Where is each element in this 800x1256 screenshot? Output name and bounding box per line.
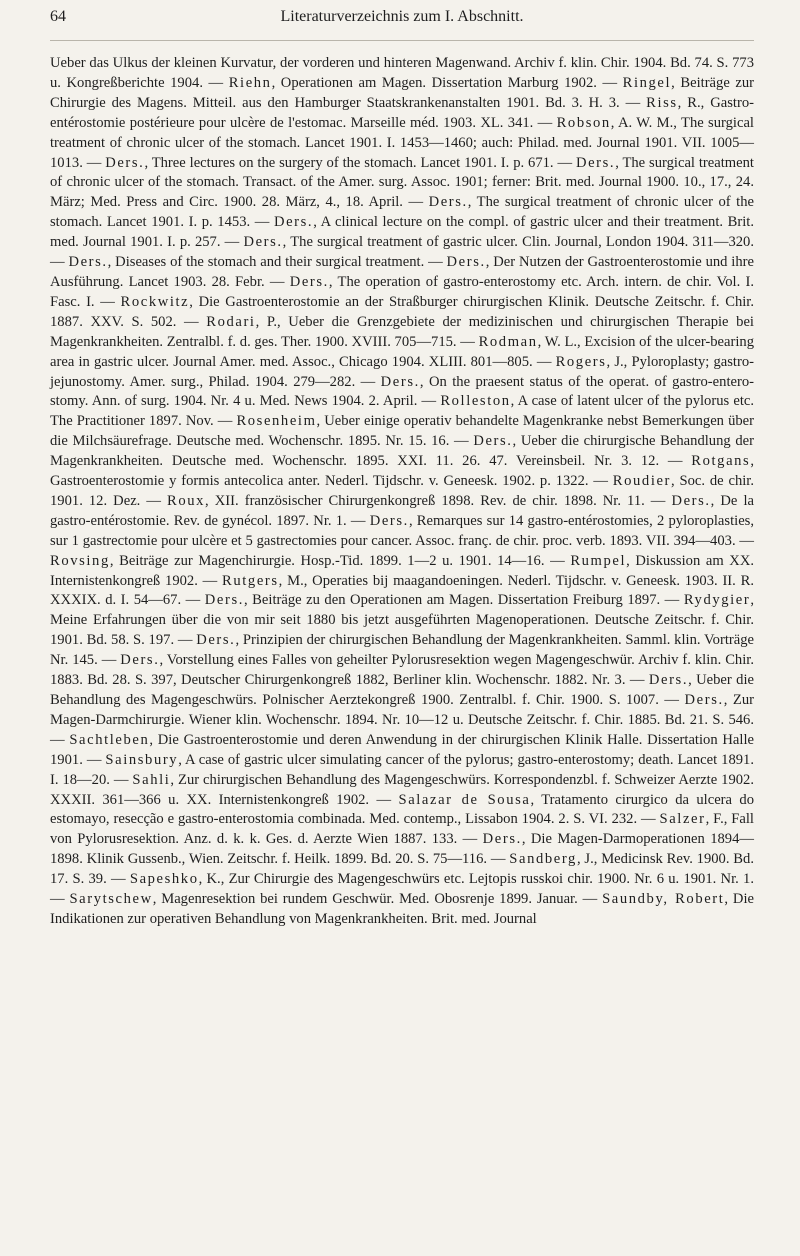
citation-text: , Zur chirurgischen Behandlung des Magengeschwürs. Korrespondenzbl. f. Schweizer Aerzte 1902. XXXII. 361—366 u. XX. Internistenkongreß 1902. — — [50, 771, 754, 808]
author-name: Sapeshko — [129, 871, 199, 888]
citation-text: , Beiträge zur Magenchirurgie. Hosp.-Tid. 1899. 1—2 u. 1901. 14—16. — — [109, 552, 571, 569]
citation-text: , K., Zur Chirurgie des Magengeschwürs etc. Lejtopis russkoi chir. 1900. Nr. 6 u. 1901. Nr. 1. — — [50, 871, 754, 908]
author-name: Rydygier — [683, 592, 751, 609]
citation-text: , Die Magen-Darmoperationen 1894—1898. Klinik Gussenb., Wien. Zeitschr. f. Heilk. 1899. Bd. 20. S. 75—116. — — [50, 831, 754, 868]
citation-text: , R., Gastro-entérostomie postérieure pour ulcère de l'estomac. Marseille méd. 1903. XL. 341. — — [50, 94, 754, 131]
citation-text: , M., Operaties bij maagandoeningen. Nederl. Tijdschr. v. Geneesk. 1903. II. R. XXXIX. d. I. 54—67. — — [50, 572, 754, 609]
author-name: Ders. — [446, 254, 486, 271]
author-name: Rutgers — [222, 572, 279, 589]
citation-text: , The surgical treatment of chronic ulcer of the stomach. Transact. of the Amer. surg. Assoc. 1901; ferner: Brit. med. Journal 1900. 10., 17., 24. März; Med. Press and Circ. 1900. 28. März, 4., 18. April. — — [50, 154, 754, 211]
citation-text: , Beiträge zur Chirurgie des Magens. Mitteil. aus den Hamburger Staatskrankenanstalten 1901. Bd. 3. H. 3. — — [50, 74, 755, 111]
running-head — [50, 0, 754, 41]
author-name: Rolleston — [440, 393, 511, 410]
citation-text: , F., Fall von Pylorusresektion. Anz. d. k. k. Ges. d. Aerzte Wien 1887. 133. — — [50, 811, 754, 848]
author-name: Sainsbury — [105, 751, 179, 768]
author-name: Riehn — [228, 74, 272, 91]
author-name: Ders. — [105, 154, 145, 171]
citation-text: , Vorstellung eines Falles von geheilter Pylorusresektion wegen Magengeschwür. Archiv f. klin. Chir. 1883. Bd. 28. S. 397, Deutscher Chirurgenkongreß 1882, Berliner klin. Wochenschr. 1882. Nr. 3. — — [50, 652, 754, 689]
citation-text: , Soc. de chir. 1901. 12. Dez. — — [50, 473, 754, 509]
citation-text: , Operationen am Magen. Dissertation Marburg 1902. — — [271, 74, 623, 91]
author-name: Salzer — [659, 811, 706, 828]
citation-text: , Three lectures on the surgery of the stomach. Lancet 1901. I. p. 671. — — [144, 154, 576, 171]
citation-text: , Prinzipien der chirurgischen Behandlung der Magenkrankheiten. Samml. klin. Vorträge Nr. 145. — — [50, 632, 754, 669]
author-name: Ders. — [482, 831, 522, 848]
bibliography-paragraph — [50, 54, 754, 930]
citation-text: , A clinical lecture on the compl. of gastric ulcer and their treatment. Brit. med. Journal 1901. I. p. 257. — — [50, 214, 755, 251]
author-name: Rogers — [555, 353, 607, 370]
citation-text: , A case of gastric ulcer simulating cancer of the pylorus; gastro-enterostomy; death. Lancet 1891. I. 18—20. — — [50, 751, 754, 788]
author-name: Sachtleben — [69, 731, 150, 748]
author-name: Rodari — [206, 313, 256, 330]
author-name: Rosenheim — [236, 413, 317, 430]
citation-text: , XII. französischer Chirurgenkongreß 1898. Rev. de chir. 1898. Nr. 11. — — [205, 492, 672, 509]
citation-text: , Remarques sur 14 gastro-entérostomies, 2 pyloroplasties, sur 1 gastrectomie pour ulcère et 5 gastrectomies pour cancer. Assoc. franç. de chir. proc. verb. 1893. VII. 394—403. — — [50, 512, 755, 549]
author-name: Sarytschew — [69, 891, 153, 908]
citation-text: , A case of latent ulcer of the pylorus etc. The Practitioner 1897. Nov. — — [50, 393, 754, 430]
author-name: Roux — [167, 492, 206, 509]
author-name: Ders. — [243, 234, 283, 251]
citation-text: , The surgical treatment of chronic ulcer of the stomach. Lancet 1901. I. p. 1453. — — [50, 194, 754, 231]
author-name: Rockwitz — [120, 293, 190, 310]
citation-text: , Diseases of the stomach and their surgical treatment. — — [107, 254, 447, 271]
author-name: Sahli — [132, 771, 171, 788]
citation-text: , Beiträge zu den Operationen am Magen. Dissertation Freiburg 1897. — — [244, 592, 684, 609]
author-name: Ders. — [204, 592, 244, 609]
running-title: Literaturverzeichnis zum I. Abschnitt. — [280, 8, 524, 25]
author-name: Rovsing — [50, 552, 110, 569]
citation-text: , Diskussion am XX. Internistenkongreß 1902. — — [50, 552, 755, 589]
author-name: Ders. — [196, 632, 236, 649]
author-name: Ders. — [380, 373, 420, 390]
citation-text: , On the praesent status of the operat. of gastro-entero-stomy. Ann. of surg. 1904. Nr. 4 u. Med. News 1904. 2. April. — — [50, 373, 754, 410]
author-name: Ders. — [273, 214, 314, 231]
citation-text: , Die Gastroenterostomie und deren Anwendung in der chirurgischen Klinik Halle. Dissertation Halle 1901. — — [50, 731, 754, 768]
citation-text: , W. L., Excision of the ulcer-bearing area in gastric ulcer. Journal Amer. med. Assoc., Chicago 1904. XLIII. 801—805. — — [50, 333, 755, 370]
author-name: Rodman — [478, 333, 538, 350]
author-name: Ders. — [289, 273, 329, 290]
citation-text: , Die Indikationen zur operativen Behandlung von Magenkrankheiten. Brit. med. Journal — [50, 891, 754, 927]
author-name: Ders. — [671, 492, 711, 509]
citation-text: , P., Ueber die Grenzgebiete der medizinischen und chirurgischen Therapie bei Magenkrankheiten. Zentralbl. f. d. ges. Ther. 1900. XVIII. 705—715. — — [50, 313, 754, 350]
author-name: Ders. — [428, 194, 468, 211]
citation-text: , The operation of gastro-enterostomy etc. Arch. intern. de chir. Vol. I. Fasc. I. — — [50, 273, 754, 310]
citation-text: , De la gastro-entérostomie. Rev. de gynécol. 1897. Nr. 1. — — [50, 492, 754, 529]
citation-text: , Magenresektion bei rundem Geschwür. Med. Obosrenje 1899. Januar. — — [152, 891, 603, 908]
citation-text: , J., Pyloroplasty; gastro-jejunostomy. Amer. surg., Philad. 1904. 279—282. — — [50, 353, 754, 390]
author-name: Sandberg — [509, 851, 577, 868]
author-name: Ders. — [648, 672, 689, 689]
author-name: Ders. — [575, 154, 616, 171]
citation-text: Ueber das Ulkus der kleinen Kurvatur, der vorderen und hinteren Magenwand. Archiv f. klin. Chir. 1904. Bd. 74. S. 773 u. Kongreßberichte 1904. — — [50, 55, 754, 91]
citation-text: , Der Nutzen der Gastroenterostomie und ihre Ausführung. Lancet 1903. 28. Febr. — — [50, 254, 754, 290]
author-name: Ders. — [120, 652, 160, 669]
author-name: Ringel — [622, 74, 672, 91]
citation-text: , Die Gastroenterostomie an der Straßburger chirurgischen Klinik. Deutsche Zeitschr. f. Chir. 1887. XXV. S. 502. — — [50, 293, 754, 330]
author-name: Salazar de Sousa — [398, 791, 531, 808]
author-name: Ders. — [473, 433, 513, 450]
citation-text: , Meine Erfahrungen über die von mir seit 1880 bis jetzt ausgeführten Magenoperationen. Deutsche Zeitschr. f. Chir. 1901. Bd. 58. S. 197. — — [50, 592, 754, 649]
author-name: Roudier — [612, 473, 672, 490]
citation-text: , The surgical treatment of gastric ulcer. Clin. Journal, London 1904. 311—320. — — [50, 234, 754, 271]
citation-text: , A. W. M., The surgical treatment of chronic ulcer of the stomach. Lancet 1901. I. 1453—1460; auch: Philad. med. Journal 1901. VII. 1005—1013. — — [50, 114, 754, 171]
author-name: Robson — [556, 114, 611, 131]
author-name: Rotgans — [691, 453, 751, 470]
author-name: Riss — [646, 94, 678, 111]
citation-text: , Ueber die chirurgische Behandlung der Magenkrankheiten. Deutsche med. Wochenschr. 1895. XXI. 11. 26. 47. Vereinsbeil. Nr. 3. 12. — — [50, 433, 754, 470]
author-name: Rumpel — [570, 552, 627, 569]
citation-text: , Zur Magen-Darmchirurgie. Wiener klin. Wochenschr. 1894. Nr. 10—12 u. Deutsche Zeitschr. f. Chir. 1885. Bd. 21. S. 546. — — [50, 692, 754, 748]
author-name: Ders. — [68, 254, 108, 271]
citation-text: , Tratamento cirurgico da ulcera do estomayo, resecção e gastro-enterostomia combinada. Med. contemp., Lissabon 1904. 2. S. VI. 232. — — [50, 791, 755, 828]
author-name: Ders. — [684, 692, 724, 708]
citation-text: , J., Medicinsk Rev. 1900. Bd. 17. S. 39. — — [50, 851, 754, 888]
citation-text: , Ueber die Behandlung des Magengeschwürs. Polnischer Aerztekongreß 1900. Zentralbl. f. Chir. 1900. S. 1007. — — [50, 672, 754, 708]
author-name: Saundby, Robert — [602, 891, 725, 908]
citation-text: , Ueber einige operativ behandelte Magenkranke nebst Bemerkungen über die Milchsäurefrage. Deutsche med. Wochenschr. 1895. Nr. 15. 16. — — [50, 413, 754, 450]
author-name: Ders. — [369, 512, 409, 529]
page-number: 64 — [50, 8, 66, 25]
citation-text: , Gastroenterostomie y formis antecolica anter. Nederl. Tijdschr. v. Geneesk. 1902. p. 1322. — — [50, 453, 754, 490]
